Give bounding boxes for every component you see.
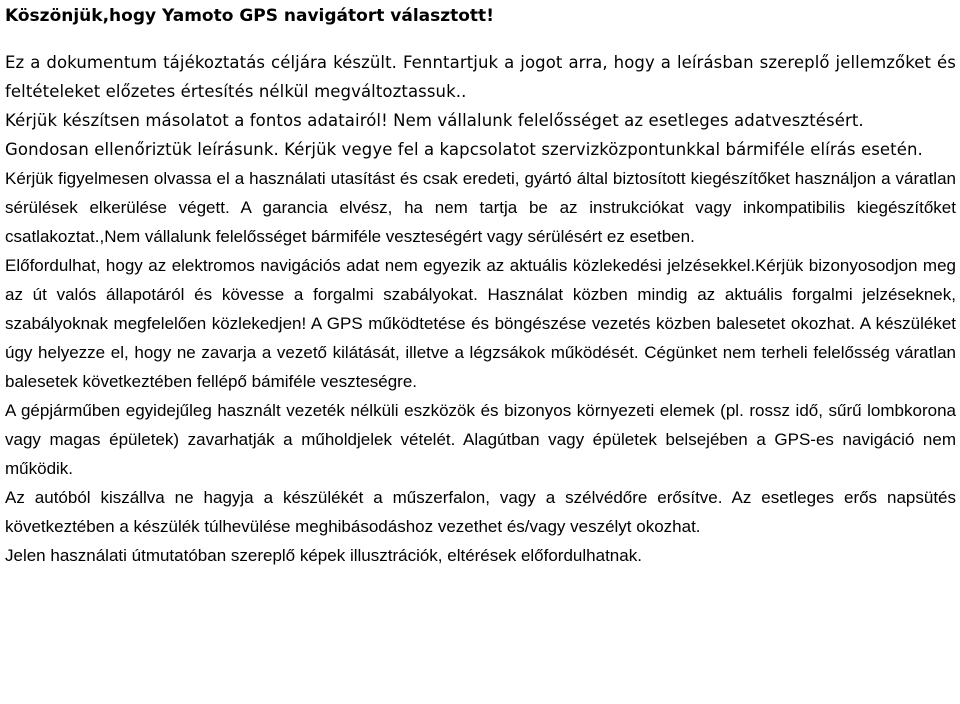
paragraph-navigation-safety: Előfordulhat, hogy az elektromos navigációs adat nem egyezik az aktuális közlekedési jelzésekkel.Kérjük bizonyosodjon meg az út valós állapotáról és kövesse a forgalmi szabályokat. Használat közben mindig az aktuális forgalmi jelzéseknek, szabályoknak megfelelően közlekedjen! A GPS működtetése és böngészése vezetés közben balesetet okozhat. A készüléket úgy helyezze el, hogy ne zavarja a vezető kilátását, illetve a légzsákok működését. Cégünket nem terheli felelősség váratlan balesetek következtében fellépő bámiféle veszteségre. <box>5 256 956 391</box>
paragraph-errata: Gondosan ellenőriztük leírásunk. Kérjük vegye fel a kapcsolatot szervizközpontunkkal bármiféle elírás esetén. <box>5 140 923 159</box>
paragraph-signal-reception: A gépjárműben egyidejűleg használt vezeték nélküli eszközök és bizonyos környezeti elemek (pl. rossz idő, sűrű lombkorona vagy magas épületek) zavarhatják a műholdjelek vételét. Alagútban vagy épületek belsejében a GPS-es navigáció nem működik. <box>5 401 956 478</box>
paragraph-overheating: Az autóból kiszállva ne hagyja a készülékét a műszerfalon, vagy a szélvédőre erősítve. Az esetleges erős napsütés következtében a készülék túlhevülése meghibásodáshoz vezethet és/vagy veszélyt okozhat. <box>5 488 956 536</box>
paragraph-disclaimer: Ez a dokumentum tájékoztatás céljára készült. Fenntartjuk a jogot arra, hogy a leírásban szereplő jellemzőket és feltételeket előzetes értesítés nélkül megváltoztassuk.. <box>5 53 956 101</box>
paragraph-backup: Kérjük készítsen másolatot a fontos adatairól! Nem vállalunk felelősséget az esetleges adatvesztésért. <box>5 111 864 130</box>
paragraph-accessories: Kérjük figyelmesen olvassa el a használati utasítást és csak eredeti, gyártó által biztosított kiegészítőket használjon a váratlan sérülések elkerülése végett. A garancia elvész, ha nem tartja be az instrukciókat vagy inkompatibilis kiegészítőket csatlakoztat.,Nem vállalunk felelősséget bármiféle veszteségért vagy sérülésért ez esetben. <box>5 169 956 246</box>
document-page <box>0 2 960 704</box>
paragraph-illustrations: Jelen használati útmutatóban szereplő képek illusztrációk, eltérések előfordulhatnak. <box>5 546 642 565</box>
document-title: Köszönjük,hogy Yamoto GPS navigátort választott! <box>5 6 494 26</box>
